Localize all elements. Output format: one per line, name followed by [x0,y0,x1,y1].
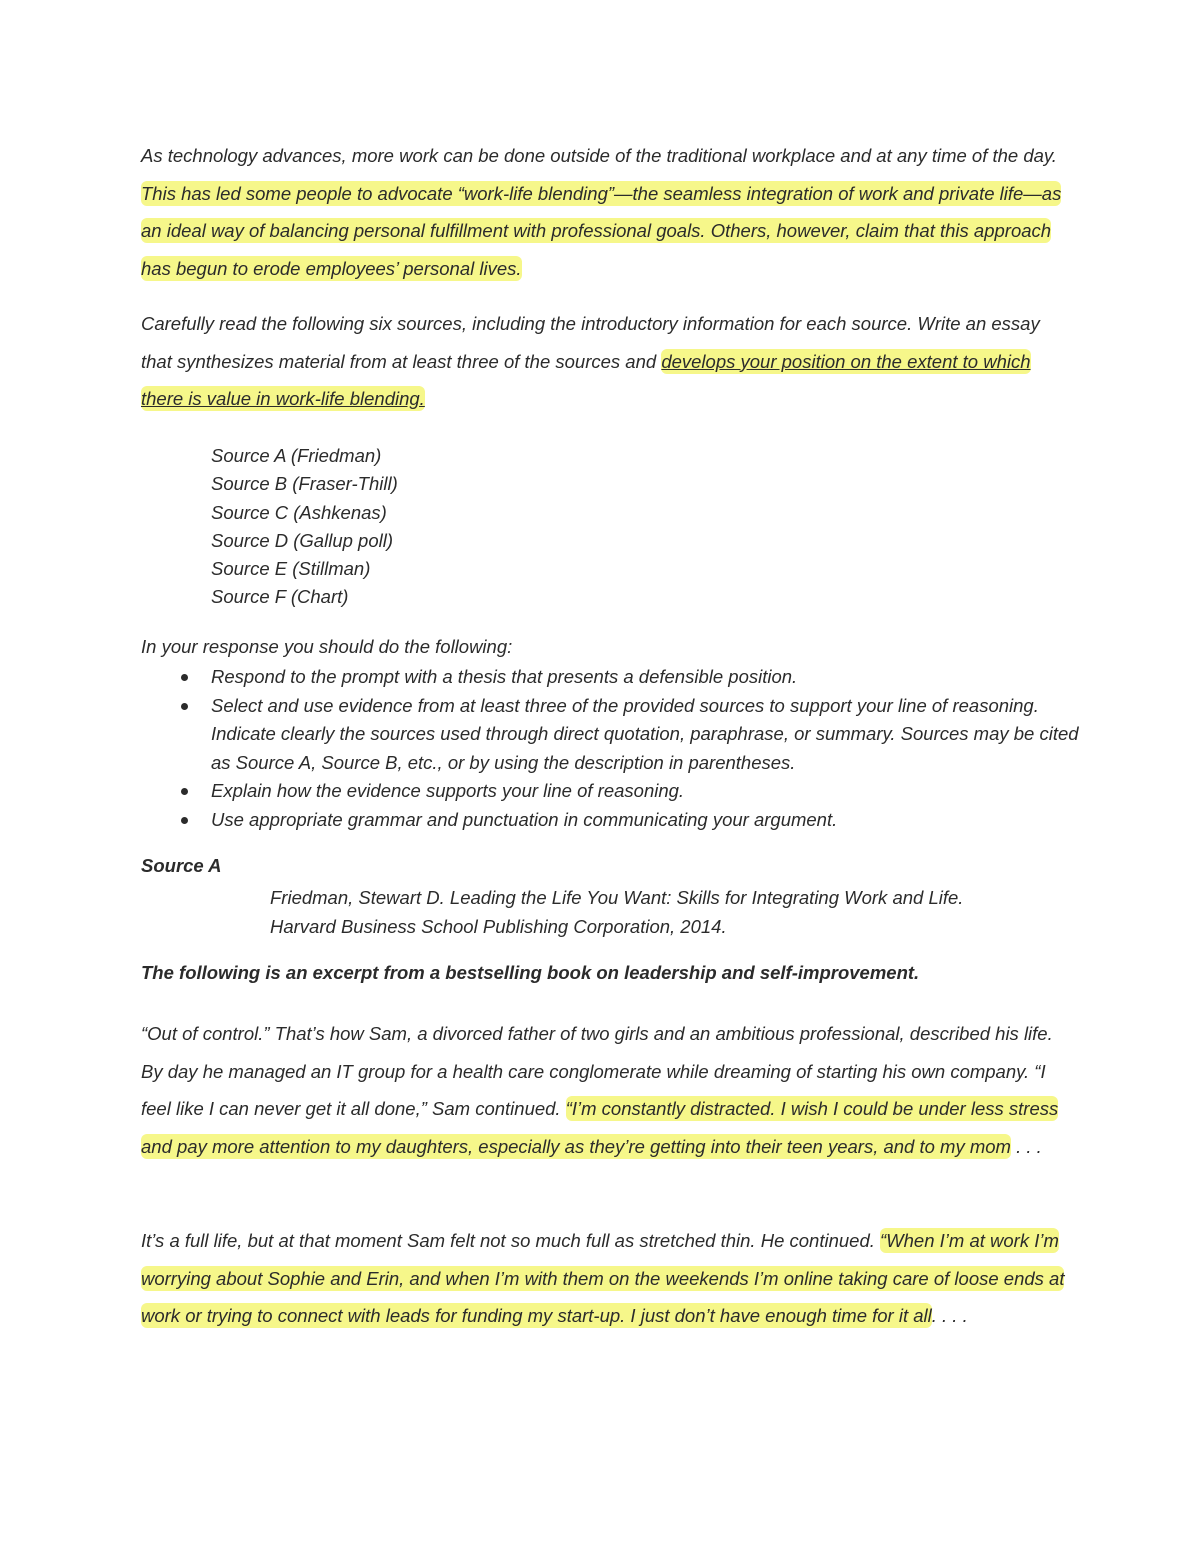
excerpt-1-tail: . . . [1010,1135,1042,1157]
requirement-item: Explain how the evidence supports your line of reasoning. [211,777,1091,806]
intro-text: As technology advances, more work can be done outside of the traditional workplace and at any time of the day. [141,145,1057,166]
source-a-citation [270,884,1090,941]
source-list-item: Source C (Ashkenas) [211,501,387,523]
instructions-text: Carefully read the following six sources, including the introductory information for each source. Write an essay that synthesizes material from at least three of the sources and [141,313,1040,372]
requirement-item: Use appropriate grammar and punctuation in communicating your argument. [211,806,1091,835]
requirement-item: Select and use evidence from at least three of the provided sources to support your line of reasoning. Indicate clearly the sources used through direct quotation, paraphrase, or summary. Sources may be cited as Source A, Source B, etc., or by using the description in parentheses. [211,692,1091,778]
excerpt-2-highlight: “When I’m at work I’m worrying about Sophie and Erin, and when I’m with them on the weekends I’m online taking care of loose ends at work or trying to connect with leads for funding my start-up. I just don’t have enough time for it all [141,1230,1065,1326]
source-list-item: Source D (Gallup poll) [211,529,393,551]
source-list-item: Source E (Stillman) [211,558,371,580]
excerpt-2-tail: . . . . [931,1305,968,1326]
intro-paragraph [141,137,1071,287]
excerpt-1-text: “Out of control.” That’s how Sam, a divorced father of two girls and an ambitious professional, described his life. By day he managed an IT group for a health care conglomerate while dreaming of starting his own company. “I feel like I can never get it all done,” Sam continued. [141,1023,1053,1119]
excerpt-1-highlight: “I’m constantly distracted. I wish I could be under less stress and pay more attention to my daughters, especially as they’re getting into their teen years, and to my mom [141,1098,1059,1157]
source-list [211,442,1091,612]
citation-line: Harvard Business School Publishing Corporation, 2014. [270,915,727,937]
source-list-item: Source B (Fraser-Thill) [211,473,398,495]
requirements-list [211,663,1091,834]
intro-highlight: This has led some people to advocate “work-life blending”—the seamless integration of work and private life—as an ideal way of balancing personal fulfillment with professional goals. Others, however, claim that this approach has begun to erode employees’ personal lives. [141,182,1062,279]
instructions-paragraph [141,305,1071,418]
excerpt-paragraph-1 [141,1015,1071,1165]
source-list-item: Source F (Chart) [211,586,349,608]
instructions-highlight: develops your position on the extent to which there is value in work-life blending. [141,350,1031,409]
response-prompt: In your response you should do the following: [141,636,513,657]
excerpt-2-text: It’s a full life, but at that moment Sam felt not so much full as stretched thin. He continued. [141,1230,881,1251]
source-list-item: Source A (Friedman) [211,445,382,466]
requirement-item: Respond to the prompt with a thesis that presents a defensible position. [211,663,1091,692]
source-a-heading: Source A [141,855,222,876]
citation-line: Friedman, Stewart D. Leading the Life You Want: Skills for Integrating Work and Life. [270,887,964,908]
excerpt-paragraph-2 [141,1222,1071,1335]
excerpt-note: The following is an excerpt from a bestselling book on leadership and self-improvement. [141,962,920,983]
